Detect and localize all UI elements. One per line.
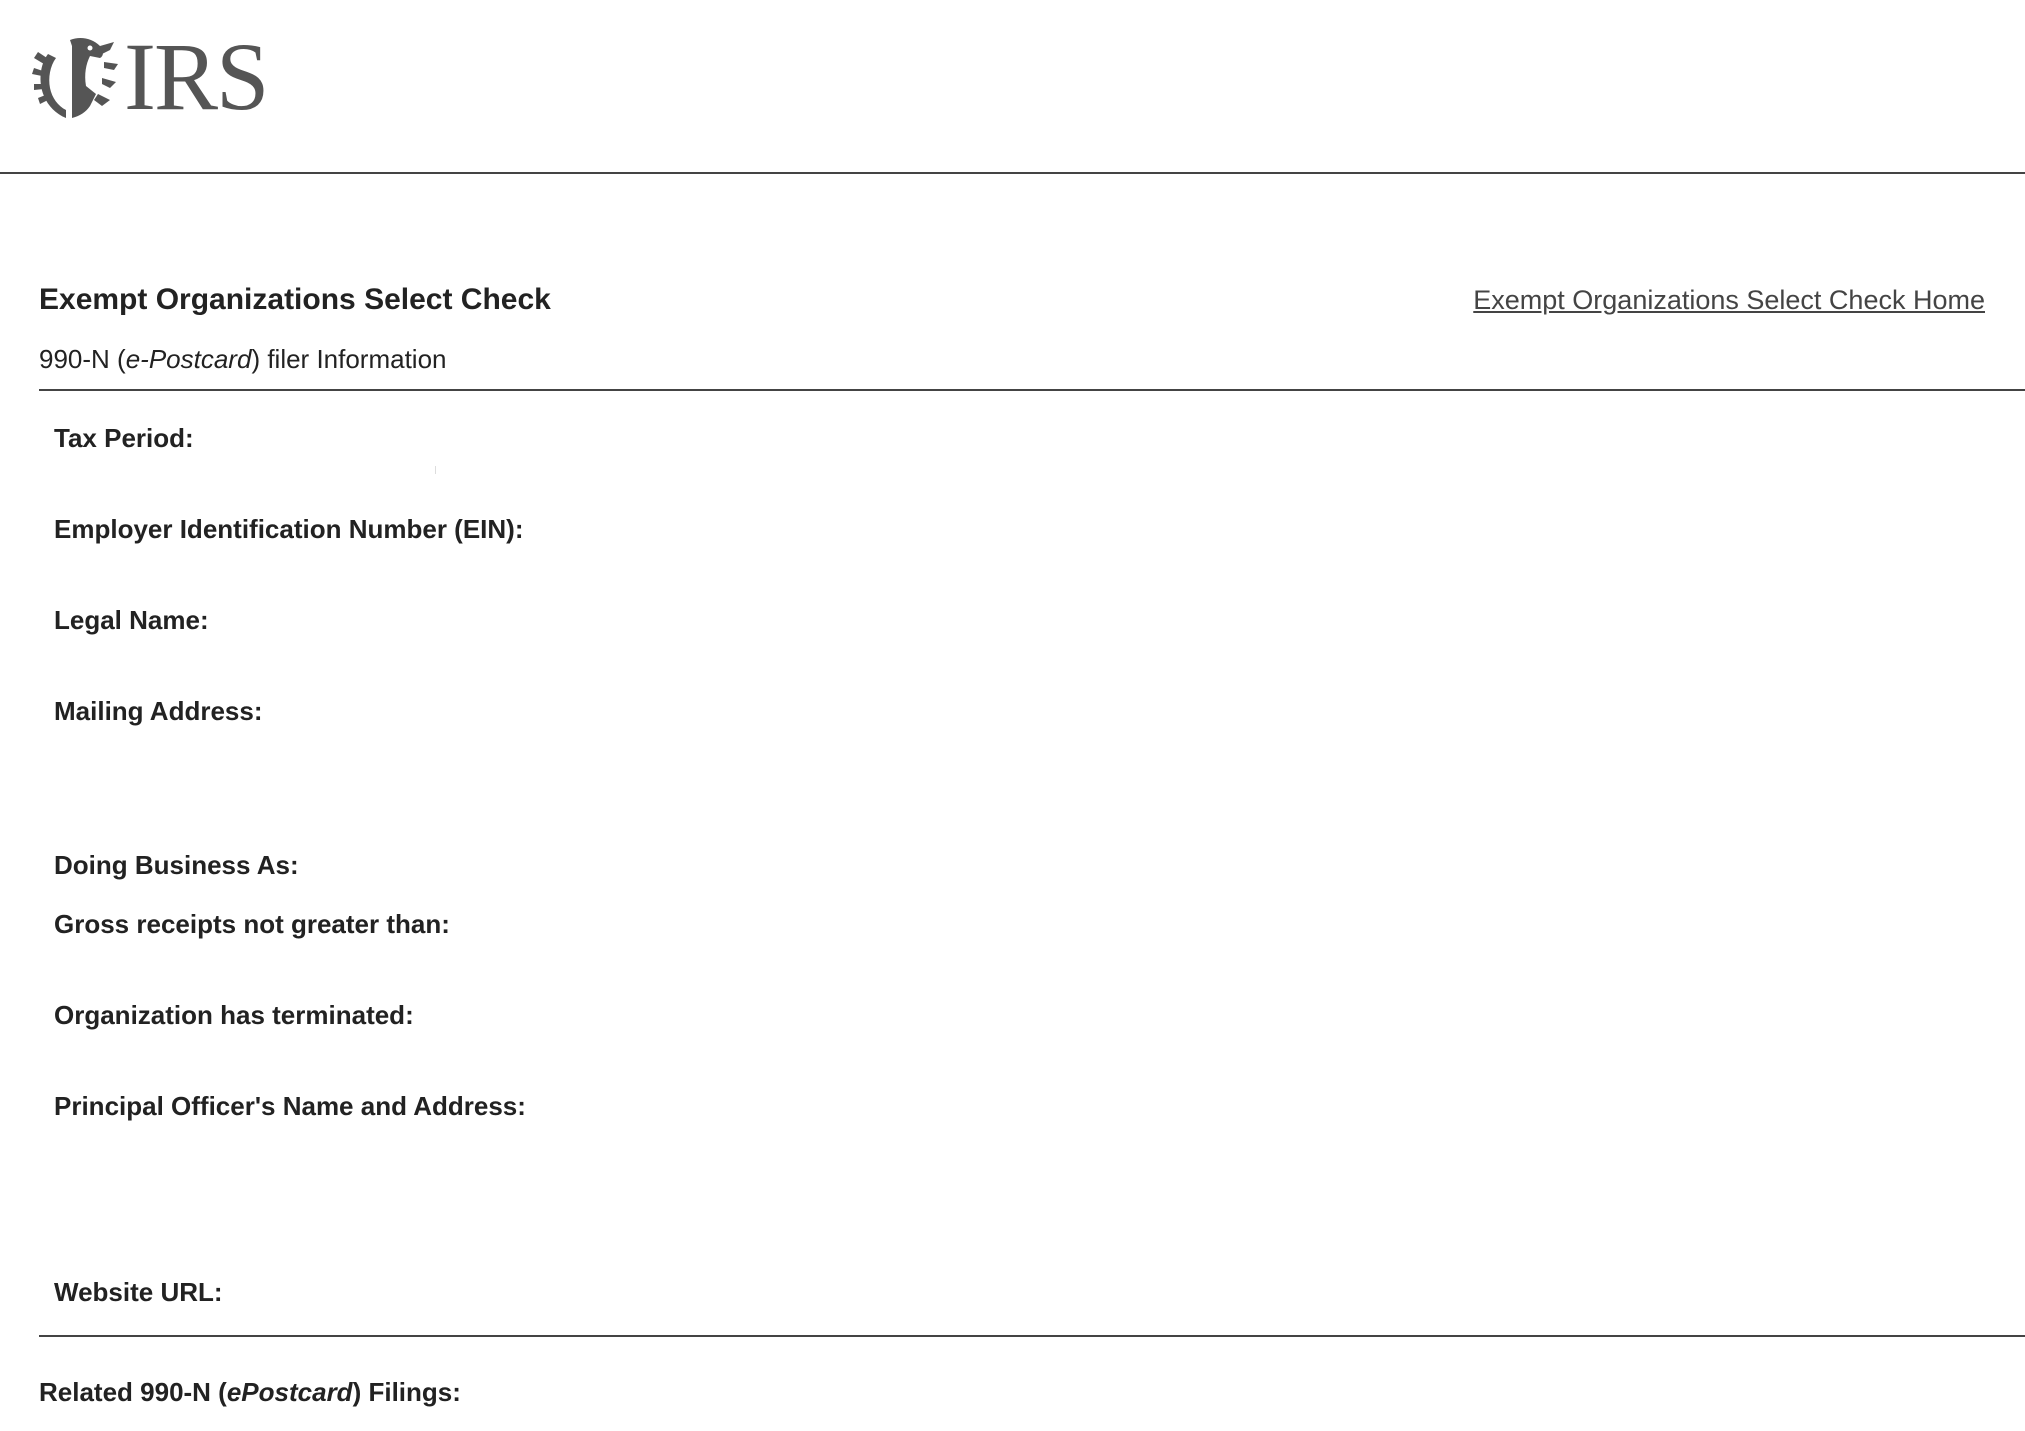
page-title: Exempt Organizations Select Check	[39, 283, 551, 316]
site-header	[0, 0, 2025, 174]
irs-logo-text: IRS	[124, 23, 268, 130]
mailing-address-label: Mailing Address:	[54, 696, 263, 726]
divider-top	[39, 389, 2025, 391]
gross-receipts-label: Gross receipts not greater than:	[54, 909, 450, 939]
legal-name-label: Legal Name:	[54, 605, 209, 635]
divider-bottom	[39, 1335, 2025, 1337]
related-prefix: Related 990-N (	[39, 1377, 227, 1407]
page-subtitle	[39, 344, 447, 375]
subtitle-italic: e-Postcard	[125, 344, 252, 374]
related-suffix: ) Filings:	[352, 1377, 461, 1407]
faint-mark	[435, 466, 436, 474]
doing-business-as-label: Doing Business As:	[54, 850, 299, 880]
principal-officer-label: Principal Officer's Name and Address:	[54, 1091, 526, 1121]
subtitle-suffix: ) filer Information	[251, 344, 447, 374]
select-check-home-link[interactable]: Exempt Organizations Select Check Home	[1473, 285, 1985, 315]
tax-period-label: Tax Period:	[54, 423, 194, 453]
related-filings-heading	[39, 1377, 461, 1408]
ein-label: Employer Identification Number (EIN):	[54, 514, 524, 544]
irs-logo[interactable]	[30, 23, 268, 130]
terminated-label: Organization has terminated:	[54, 1000, 414, 1030]
related-italic: ePostcard	[226, 1377, 353, 1407]
subtitle-prefix: 990-N (	[39, 344, 126, 374]
website-url-label: Website URL:	[54, 1277, 223, 1307]
eagle-icon	[30, 34, 122, 120]
